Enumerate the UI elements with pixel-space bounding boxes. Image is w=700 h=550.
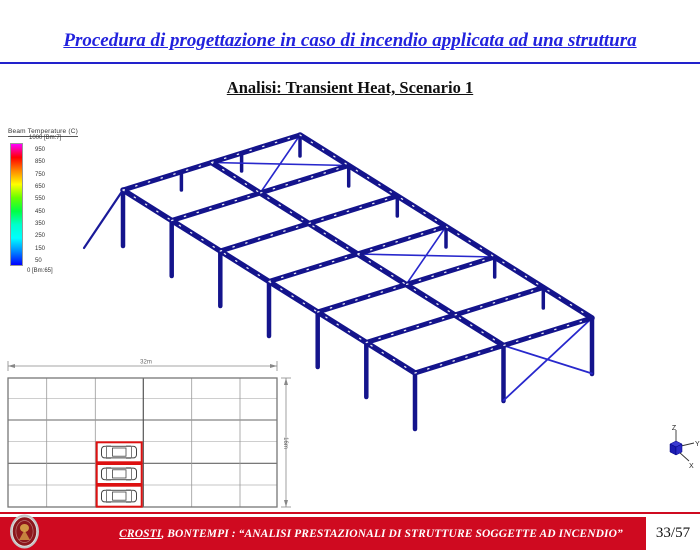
axis-y-label: Y xyxy=(695,441,700,448)
columns-near xyxy=(123,190,415,429)
axis-z-label: Z xyxy=(671,425,677,432)
footer-author: CROSTI xyxy=(119,527,162,540)
elevation-drawing xyxy=(8,360,291,508)
legend-tick-label: 250 xyxy=(35,233,46,240)
legend-tick-label: 750 xyxy=(35,171,46,178)
columns-far-stubs xyxy=(181,135,543,308)
legend-min-label: 0 [Bm:65] xyxy=(27,268,53,274)
page-number: 33/57 xyxy=(646,517,700,550)
legend-tick-label: 350 xyxy=(35,220,46,227)
legend-title: Beam Temperature (C) xyxy=(8,128,78,135)
legend-tick-label: 850 xyxy=(35,159,46,166)
car-icon xyxy=(102,467,137,481)
car-icon xyxy=(102,489,137,503)
corner-brace xyxy=(84,190,123,248)
legend-max-label: 1000 [Bm:7] xyxy=(29,135,62,141)
legend-tick-label: 950 xyxy=(35,147,46,153)
highlighted-car-cells xyxy=(97,442,142,506)
slide-subtitle: Analisi: Transient Heat, Scenario 1 xyxy=(226,78,474,97)
footer-bar xyxy=(0,517,646,550)
legend-tick-label: 650 xyxy=(35,183,46,190)
legend-tick-label: 50 xyxy=(35,257,42,264)
footer-citation-rest: , BONTEMPI : “ANALISI PRESTAZIONALI DI STRUTTURE SOGGETTE AD INCENDIO” xyxy=(161,527,623,540)
axis-triad xyxy=(670,425,700,470)
frame-model xyxy=(84,135,592,429)
footer-citation xyxy=(119,528,623,540)
footer-top-line xyxy=(0,512,700,514)
axis-x-label: X xyxy=(689,463,694,470)
car-icon xyxy=(102,445,137,459)
dimension-width-label: 32m xyxy=(140,359,152,366)
legend-tick-label: 150 xyxy=(35,245,46,252)
legend-tick-label: 550 xyxy=(35,196,46,203)
legend-tick-label: 450 xyxy=(35,208,46,215)
university-logo xyxy=(6,513,43,550)
page-title: Procedura di progettazione in caso di incendio applicata ad una struttura xyxy=(63,30,637,51)
dimension-height-label: 16m xyxy=(282,437,288,449)
